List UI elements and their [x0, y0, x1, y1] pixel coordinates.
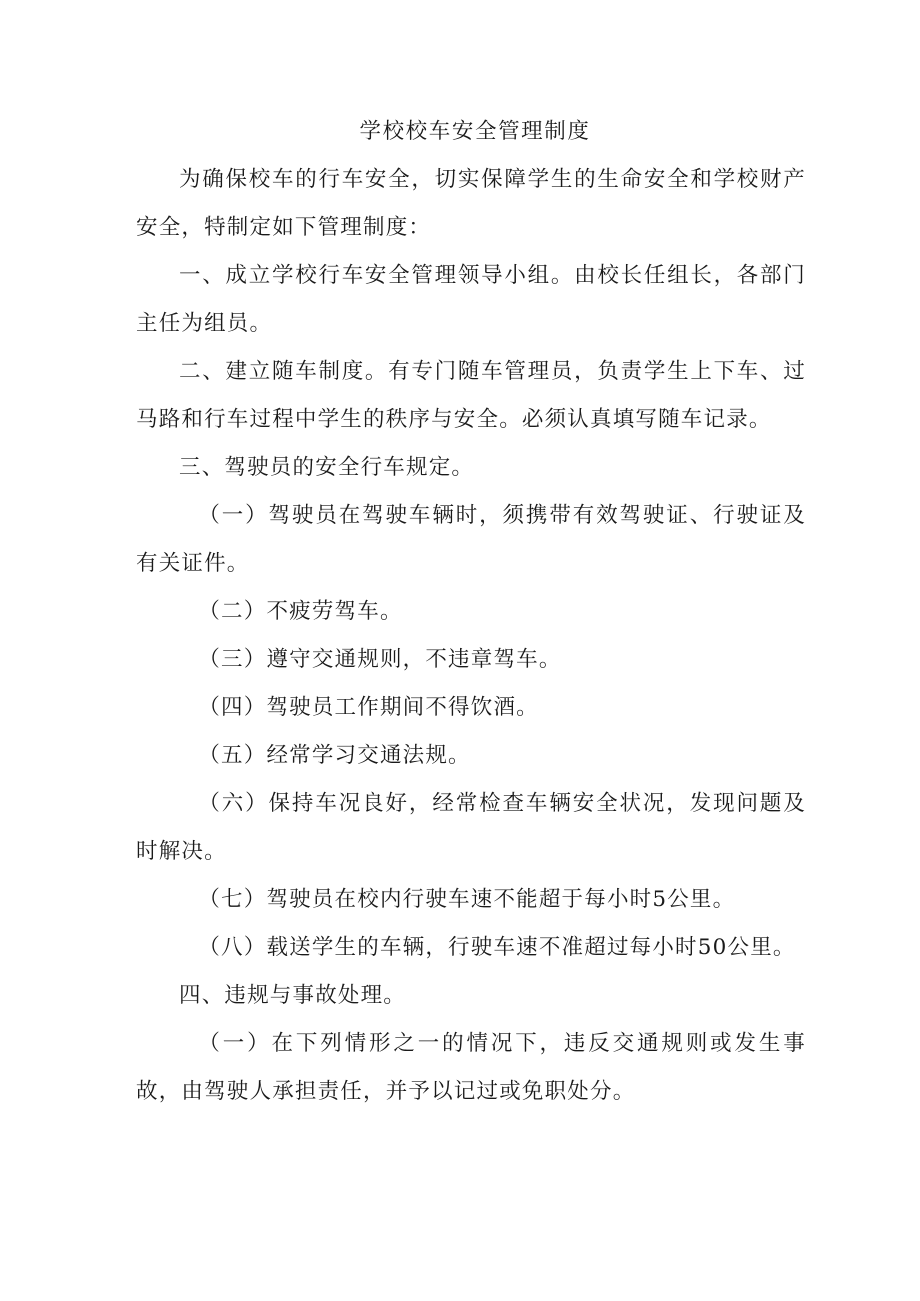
paragraph-section-3-item-3: （三）遵守交通规则，不违章驾车。: [198, 647, 562, 672]
paragraph-section-3-item-5: （五）经常学习交通法规。: [198, 743, 471, 768]
paragraph-section-3-item-2: （二）不疲劳驾车。: [198, 599, 403, 624]
paragraph-section-3: 三、驾驶员的安全行车规定。: [179, 455, 475, 480]
paragraph-section-3-item-4: （四）驾驶员工作期间不得饮酒。: [198, 695, 539, 720]
paragraph-section-4: 四、违规与事故处理。: [179, 983, 407, 1008]
document-page: [136, 108, 806, 1116]
paragraph-section-3-item-8: （八）载送学生的车辆，行驶车速不准超过每小时50公里。: [198, 935, 796, 960]
paragraph-intro: 为确保校车的行车安全，切实保障学生的生命安全和学校财产安全，特制定如下管理制度：: [136, 167, 806, 240]
paragraph-section-2: 二、建立随车制度。有专门随车管理员，负责学生上下车、过马路和行车过程中学生的秩序与安全。必须认真填写随车记录。: [136, 359, 806, 432]
document-title: 学校校车安全管理制度: [359, 119, 591, 144]
paragraph-section-3-item-7: （七）驾驶员在校内行驶车速不能超于每小时5公里。: [198, 887, 736, 912]
paragraph-section-3-item-1: （一）驾驶员在驾驶车辆时，须携带有效驾驶证、行驶证及有关证件。: [136, 503, 806, 576]
paragraph-section-3-item-6: （六）保持车况良好，经常检查车辆安全状况，发现问题及时解决。: [136, 791, 806, 864]
paragraph-section-4-item-1: （一）在下列情形之一的情况下，违反交通规则或发生事故，由驾驶人承担责任，并予以记过或免职处分。: [136, 1031, 806, 1104]
paragraph-section-1: 一、成立学校行车安全管理领导小组。由校长任组长，各部门主任为组员。: [136, 263, 806, 336]
